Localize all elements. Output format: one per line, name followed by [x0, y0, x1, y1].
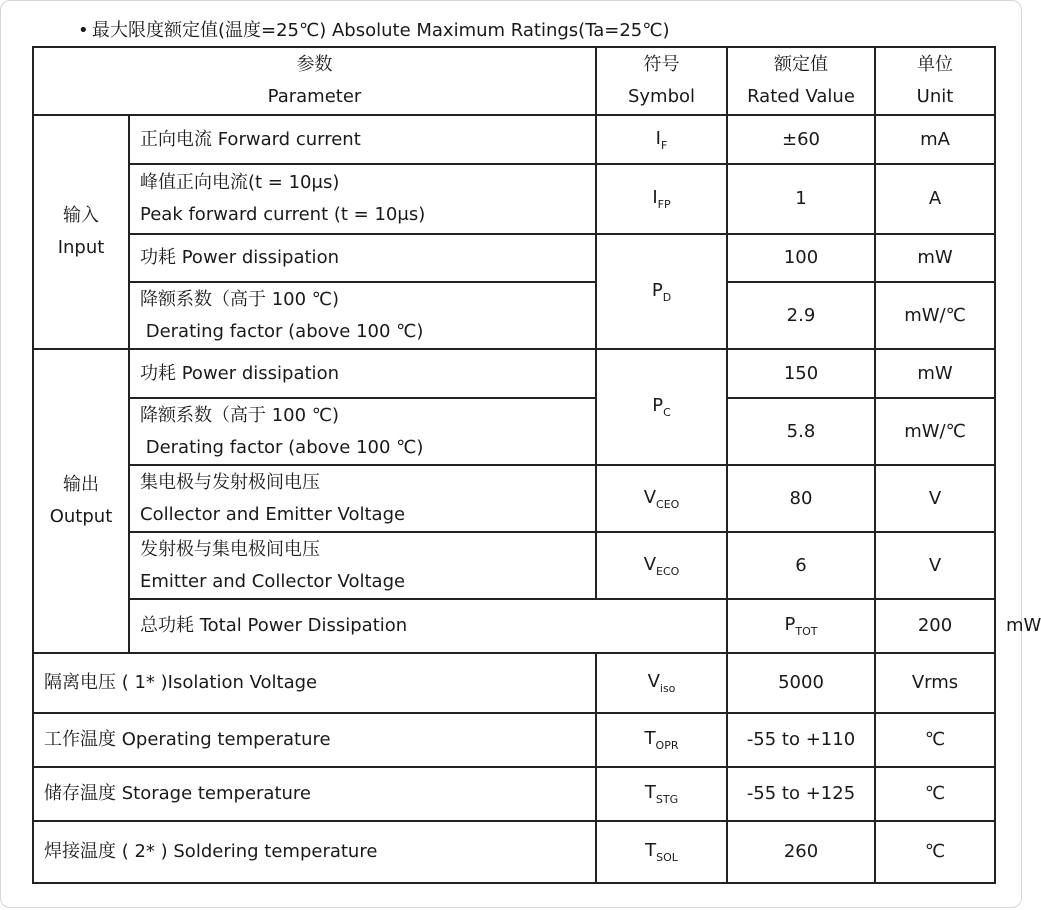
- value-cell: 5000: [727, 653, 875, 713]
- heading-text: 最大限度额定值(温度=25℃) Absolute Maximum Ratings(Ta=25℃): [92, 20, 670, 41]
- symbol-main: T: [645, 840, 657, 861]
- param-cell: [129, 349, 596, 398]
- param-line: 正向电流 Forward current: [140, 128, 361, 150]
- param-line: 峰值正向电流(t = 10μs): [140, 172, 340, 193]
- param-line: Emitter and Collector Voltage: [140, 570, 406, 592]
- unit-cell: mW: [875, 349, 995, 398]
- unit-cell: mA: [875, 115, 995, 164]
- symbol-cell: [596, 532, 727, 599]
- group-input-cn: 输入: [63, 205, 99, 226]
- param-line: 隔离电压 ( 1* )Isolation Voltage: [44, 672, 318, 693]
- header-symbol-en: Symbol: [627, 86, 696, 107]
- symbol-sub: C: [663, 406, 671, 419]
- value-cell: 100: [727, 234, 875, 282]
- symbol-cell: [596, 115, 727, 164]
- section-heading: [78, 18, 669, 44]
- symbol-sub: FP: [657, 198, 671, 211]
- param-cell: [129, 282, 596, 349]
- group-output-cn: 输出: [63, 474, 99, 495]
- unit-cell: A: [875, 164, 995, 234]
- value-cell: 2.9: [727, 282, 875, 349]
- table-row: [33, 532, 995, 599]
- table-row: [33, 282, 995, 349]
- symbol-sub: STG: [655, 793, 679, 806]
- symbol-main: P: [652, 395, 664, 416]
- param-line: 降额系数（高于 100 ℃): [140, 288, 340, 310]
- param-line: 集电极与发射极间电压: [140, 471, 320, 493]
- unit-cell: V: [875, 532, 995, 599]
- header-row: [33, 47, 995, 115]
- symbol-cell: [727, 599, 875, 653]
- symbol-cell: [596, 653, 727, 713]
- table-row: [33, 767, 995, 821]
- unit-cell: ℃: [875, 767, 995, 821]
- symbol-main: P: [784, 614, 796, 635]
- symbol-cell: [596, 164, 727, 234]
- param-cell: [33, 653, 596, 713]
- symbol-main: V: [643, 486, 657, 508]
- symbol-cell: [596, 465, 727, 532]
- param-cell: [129, 234, 596, 282]
- table-row: [33, 653, 995, 713]
- header-symbol-cn: 符号: [643, 54, 680, 75]
- header-parameter: [33, 47, 596, 115]
- param-line: Collector and Emitter Voltage: [140, 503, 406, 525]
- symbol-cell: [596, 234, 727, 349]
- symbol-sub: SOL: [656, 851, 678, 864]
- value-cell: 5.8: [727, 398, 875, 465]
- symbol-cell: [596, 821, 727, 883]
- param-line: 功耗 Power dissipation: [140, 362, 339, 384]
- param-line: 降额系数（高于 100 ℃): [140, 404, 340, 426]
- symbol-sub: CEO: [656, 497, 680, 511]
- table-row: [33, 234, 995, 282]
- value-cell: 200: [875, 599, 995, 653]
- param-cell: [33, 821, 596, 883]
- symbol-sub: D: [662, 290, 672, 304]
- symbol-cell: [596, 713, 727, 767]
- symbol-cell: [596, 767, 727, 821]
- symbol-main: T: [644, 728, 656, 749]
- symbol-sub: iso: [659, 682, 676, 695]
- header-parameter-cn: 参数: [296, 54, 333, 75]
- param-cell: [129, 164, 596, 234]
- param-cell: [129, 465, 596, 532]
- param-line: 焊接温度 ( 2* ) Soldering temperature: [44, 841, 378, 862]
- symbol-main: T: [644, 782, 656, 803]
- symbol-sub: ECO: [656, 564, 680, 578]
- table-row: [33, 164, 995, 234]
- symbol-main: P: [651, 279, 663, 301]
- table-row: [33, 465, 995, 532]
- group-output: [33, 349, 129, 653]
- header-unit: [875, 47, 995, 115]
- table-row: [33, 349, 995, 398]
- table-row: [33, 115, 995, 164]
- table-row: [33, 398, 995, 465]
- value-cell: ±60: [727, 115, 875, 164]
- symbol-main: I: [652, 187, 658, 208]
- header-parameter-en: Parameter: [267, 86, 362, 107]
- param-cell: [129, 398, 596, 465]
- symbol-main: V: [647, 671, 660, 692]
- bullet-icon: •: [78, 20, 89, 41]
- value-cell: 260: [727, 821, 875, 883]
- param-line: 总功耗 Total Power Dissipation: [140, 615, 408, 636]
- param-line: 储存温度 Storage temperature: [44, 783, 312, 804]
- table-row: 总功耗 Total Power Dissipation $P_{TOT}$ 200 mW: [33, 599, 995, 653]
- header-unit-en: Unit: [916, 86, 954, 107]
- value-cell: 1: [727, 164, 875, 234]
- param-line: 发射极与集电极间电压: [140, 538, 320, 560]
- unit-cell: mW/℃: [875, 282, 995, 349]
- param-line: 功耗 Power dissipation: [140, 247, 339, 268]
- unit-cell: ℃: [875, 821, 995, 883]
- unit-cell: V: [875, 465, 995, 532]
- param-line: Derating factor (above 100 ℃): [140, 320, 424, 342]
- header-value: [727, 47, 875, 115]
- value-cell: -55 to +110: [727, 713, 875, 767]
- unit-cell: mW/℃: [875, 398, 995, 465]
- unit-cell: ℃: [875, 713, 995, 767]
- header-symbol: [596, 47, 727, 115]
- symbol-sub: OPR: [655, 739, 679, 752]
- unit-cell: Vrms: [875, 653, 995, 713]
- param-line: Peak forward current (t = 10μs): [140, 204, 426, 225]
- param-cell: [33, 713, 596, 767]
- ratings-table: [32, 46, 1041, 884]
- group-output-en: Output: [49, 506, 113, 527]
- symbol-main: V: [643, 553, 657, 575]
- group-input: [33, 115, 129, 349]
- symbol-main: I: [655, 127, 661, 149]
- param-line: Derating factor (above 100 ℃): [140, 436, 424, 458]
- unit-cell: mW: [875, 234, 995, 282]
- table-row: [33, 713, 995, 767]
- param-line: 工作温度 Operating temperature: [44, 729, 331, 750]
- param-cell: [129, 532, 596, 599]
- header-value-en: Rated Value: [747, 86, 855, 107]
- value-cell: 150: [727, 349, 875, 398]
- symbol-sub: F: [660, 138, 668, 152]
- symbol-cell: [596, 349, 727, 465]
- value-cell: 80: [727, 465, 875, 532]
- value-cell: 6: [727, 532, 875, 599]
- header-value-cn: 额定值: [774, 54, 828, 75]
- table-row: [33, 821, 995, 883]
- param-cell: [33, 767, 596, 821]
- symbol-sub: TOT: [795, 625, 818, 638]
- header-unit-cn: 单位: [917, 54, 953, 75]
- value-cell: -55 to +125: [727, 767, 875, 821]
- param-cell: [129, 599, 727, 653]
- param-cell: [129, 115, 596, 164]
- group-input-en: Input: [57, 237, 105, 258]
